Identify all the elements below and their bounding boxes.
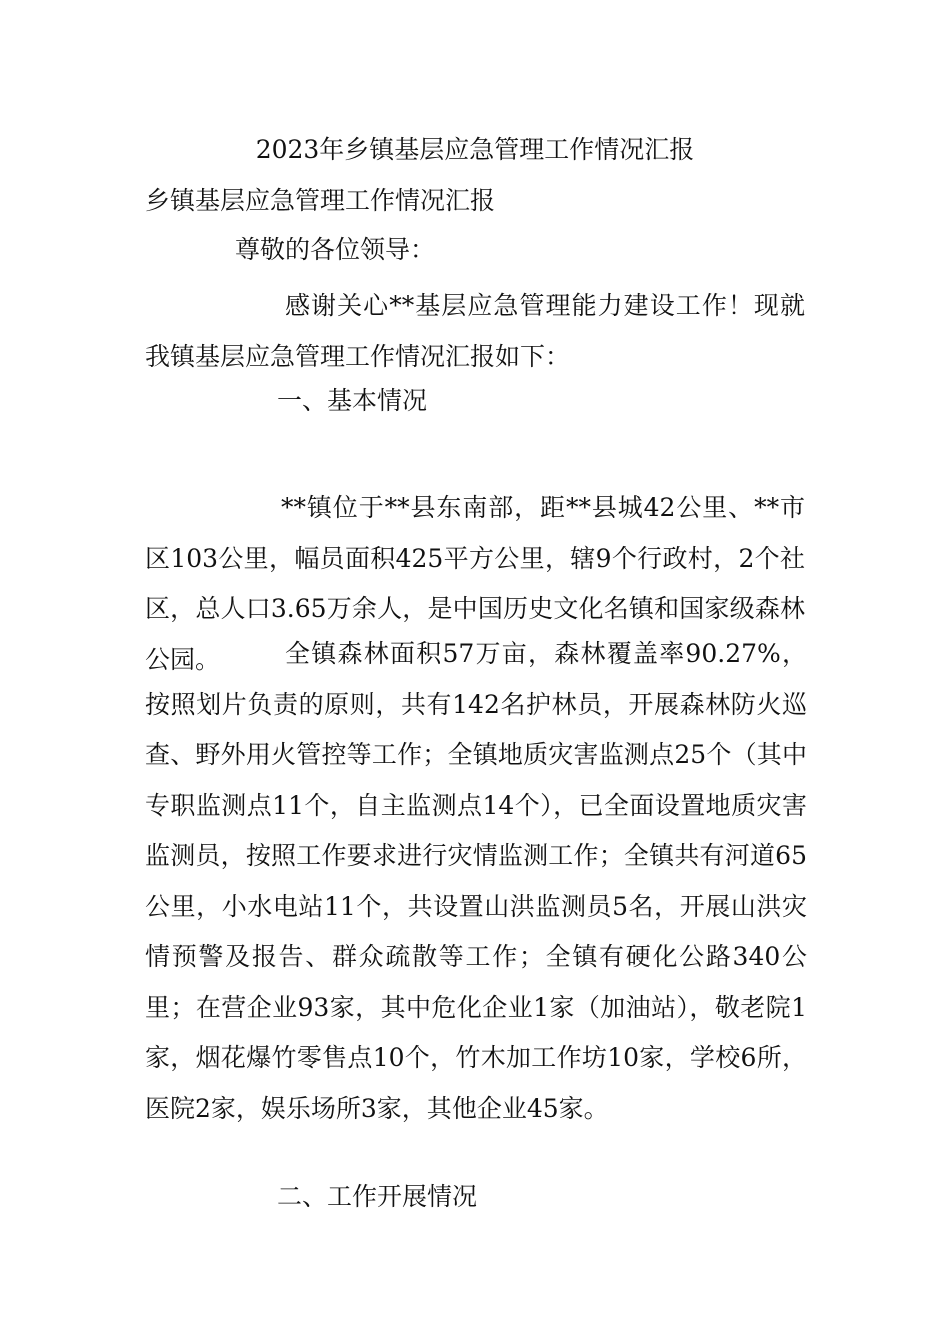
intro-paragraph: 感谢关心**基层应急管理能力建设工作！现就我镇基层应急管理工作情况汇报如下：	[145, 291, 805, 371]
section-heading-work-progress: 二、工作开展情况	[277, 1182, 478, 1211]
paragraph-location: **镇位于**县东南部，距**县城42公里、**市区103公里，幅员面积425平方公里，辖9个行政村，2个社区，总人口3.65万余人，是中国历史文化名镇和国家级森林公园。	[145, 493, 805, 674]
paragraph-resources: 全镇森林面积57万亩，森林覆盖率90.27%，按照划片负责的原则，共有142名护林员，开展森林防火巡查、野外用火管控等工作；全镇地质灾害监测点25个（其中专职监测点11个，自主监测点14个），已全面设置地质灾害监测员，按照工作要求进行灾情监测工作；全镇共有河道65公里，小水电站11个，共设置山洪监测员5名，开展山洪灾情预警及报告、群众疏散等工作；全镇有硬化公路340公里；在营企业93家，其中危化企业1家（加油站），敬老院1家，烟花爆竹零售点10个，竹木加工作坊10家，学校6所，医院2家，娱乐场所3家，其他企业45家。	[145, 639, 807, 1123]
document-title: 2023年乡镇基层应急管理工作情况汇报	[255, 135, 695, 164]
document-subtitle: 乡镇基层应急管理工作情况汇报	[145, 186, 496, 215]
section-heading-basic-situation: 一、基本情况	[277, 386, 428, 415]
salutation: 尊敬的各位领导：	[235, 235, 436, 264]
